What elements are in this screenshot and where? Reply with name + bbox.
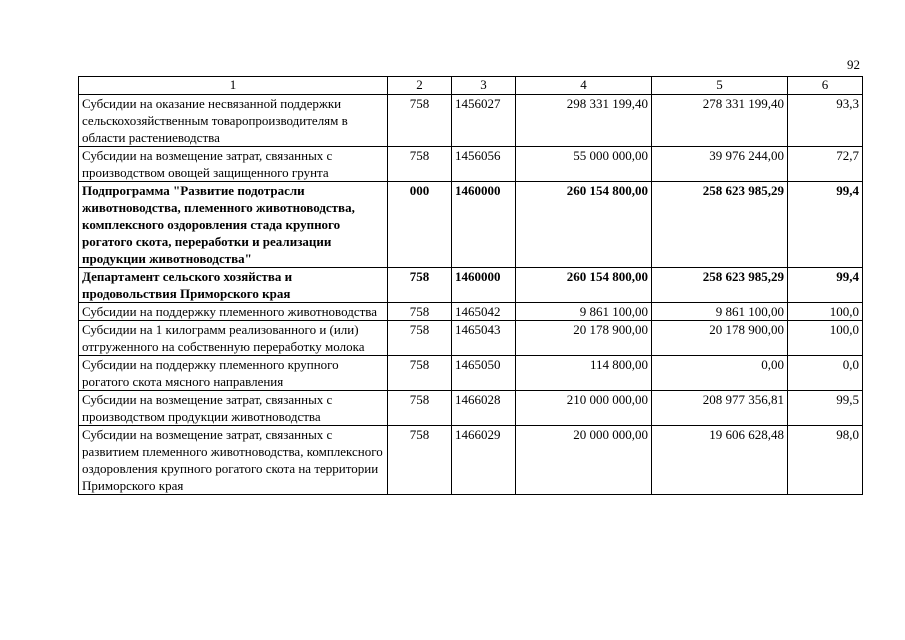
row-plan-amount-cell: 260 154 800,00 xyxy=(516,182,652,268)
row-percent-cell: 0,0 xyxy=(788,356,863,391)
row-name-cell: Департамент сельского хозяйства и продовольствия Приморского края xyxy=(79,268,388,303)
row-code-cell: 758 xyxy=(388,303,452,321)
row-fact-amount-cell: 0,00 xyxy=(652,356,788,391)
column-header-4: 4 xyxy=(516,77,652,95)
row-plan-amount-cell: 20 178 900,00 xyxy=(516,321,652,356)
row-fact-amount-cell: 278 331 199,40 xyxy=(652,95,788,147)
row-csr-cell: 1456056 xyxy=(452,147,516,182)
row-fact-amount-cell: 20 178 900,00 xyxy=(652,321,788,356)
row-code-cell: 758 xyxy=(388,356,452,391)
row-fact-amount-cell: 208 977 356,81 xyxy=(652,391,788,426)
row-code-cell: 000 xyxy=(388,182,452,268)
column-header-3: 3 xyxy=(452,77,516,95)
row-fact-amount-cell: 258 623 985,29 xyxy=(652,182,788,268)
row-code-cell: 758 xyxy=(388,426,452,495)
table-row xyxy=(79,426,863,495)
row-fact-amount-cell: 39 976 244,00 xyxy=(652,147,788,182)
row-code-cell: 758 xyxy=(388,147,452,182)
table-row xyxy=(79,303,863,321)
page-number: 92 xyxy=(847,57,860,72)
row-plan-amount-cell: 298 331 199,40 xyxy=(516,95,652,147)
row-plan-amount-cell: 210 000 000,00 xyxy=(516,391,652,426)
table-row xyxy=(79,95,863,147)
row-code-cell: 758 xyxy=(388,95,452,147)
row-csr-cell: 1465043 xyxy=(452,321,516,356)
row-fact-amount-cell: 19 606 628,48 xyxy=(652,426,788,495)
row-csr-cell: 1465050 xyxy=(452,356,516,391)
row-name-cell: Субсидии на возмещение затрат, связанных с производством продукции животноводства xyxy=(79,391,388,426)
row-csr-cell: 1466029 xyxy=(452,426,516,495)
row-csr-cell: 1466028 xyxy=(452,391,516,426)
row-percent-cell: 99,4 xyxy=(788,268,863,303)
row-plan-amount-cell: 55 000 000,00 xyxy=(516,147,652,182)
row-percent-cell: 98,0 xyxy=(788,426,863,495)
row-percent-cell: 99,5 xyxy=(788,391,863,426)
row-fact-amount-cell: 9 861 100,00 xyxy=(652,303,788,321)
row-fact-amount-cell: 258 623 985,29 xyxy=(652,268,788,303)
row-name-cell: Субсидии на 1 килограмм реализованного и (или) отгруженного на собственную переработку молока xyxy=(79,321,388,356)
row-code-cell: 758 xyxy=(388,391,452,426)
row-name-cell: Субсидии на возмещение затрат, связанных с развитием племенного животноводства, комплексного оздоровления крупного рогатого скота на территории Приморского края xyxy=(79,426,388,495)
table-header-row xyxy=(79,77,863,95)
row-csr-cell: 1465042 xyxy=(452,303,516,321)
column-header-6: 6 xyxy=(788,77,863,95)
row-percent-cell: 100,0 xyxy=(788,303,863,321)
table-row xyxy=(79,321,863,356)
row-name-cell: Субсидии на поддержку племенного крупного рогатого скота мясного направления xyxy=(79,356,388,391)
row-name-cell: Субсидии на поддержку племенного животноводства xyxy=(79,303,388,321)
row-percent-cell: 99,4 xyxy=(788,182,863,268)
row-plan-amount-cell: 20 000 000,00 xyxy=(516,426,652,495)
column-header-2: 2 xyxy=(388,77,452,95)
row-plan-amount-cell: 114 800,00 xyxy=(516,356,652,391)
row-code-cell: 758 xyxy=(388,321,452,356)
table-row xyxy=(79,356,863,391)
table-body xyxy=(79,95,863,495)
row-csr-cell: 1460000 xyxy=(452,182,516,268)
row-percent-cell: 93,3 xyxy=(788,95,863,147)
row-name-cell: Субсидии на оказание несвязанной поддержки сельскохозяйственным товаропроизводителям в области растениеводства xyxy=(79,95,388,147)
row-percent-cell: 72,7 xyxy=(788,147,863,182)
table-row xyxy=(79,182,863,268)
table-row xyxy=(79,268,863,303)
row-plan-amount-cell: 260 154 800,00 xyxy=(516,268,652,303)
row-plan-amount-cell: 9 861 100,00 xyxy=(516,303,652,321)
row-csr-cell: 1460000 xyxy=(452,268,516,303)
row-name-cell: Субсидии на возмещение затрат, связанных с производством овощей защищенного грунта xyxy=(79,147,388,182)
row-percent-cell: 100,0 xyxy=(788,321,863,356)
row-csr-cell: 1456027 xyxy=(452,95,516,147)
column-header-1: 1 xyxy=(79,77,388,95)
row-code-cell: 758 xyxy=(388,268,452,303)
table-row xyxy=(79,391,863,426)
row-name-cell: Подпрограмма "Развитие подотрасли животноводства, племенного животноводства, комплексного оздоровления стада крупного рогатого скота, переработки и реализации продукции животноводства" xyxy=(79,182,388,268)
budget-execution-table xyxy=(78,76,863,495)
table-row xyxy=(79,147,863,182)
column-header-5: 5 xyxy=(652,77,788,95)
